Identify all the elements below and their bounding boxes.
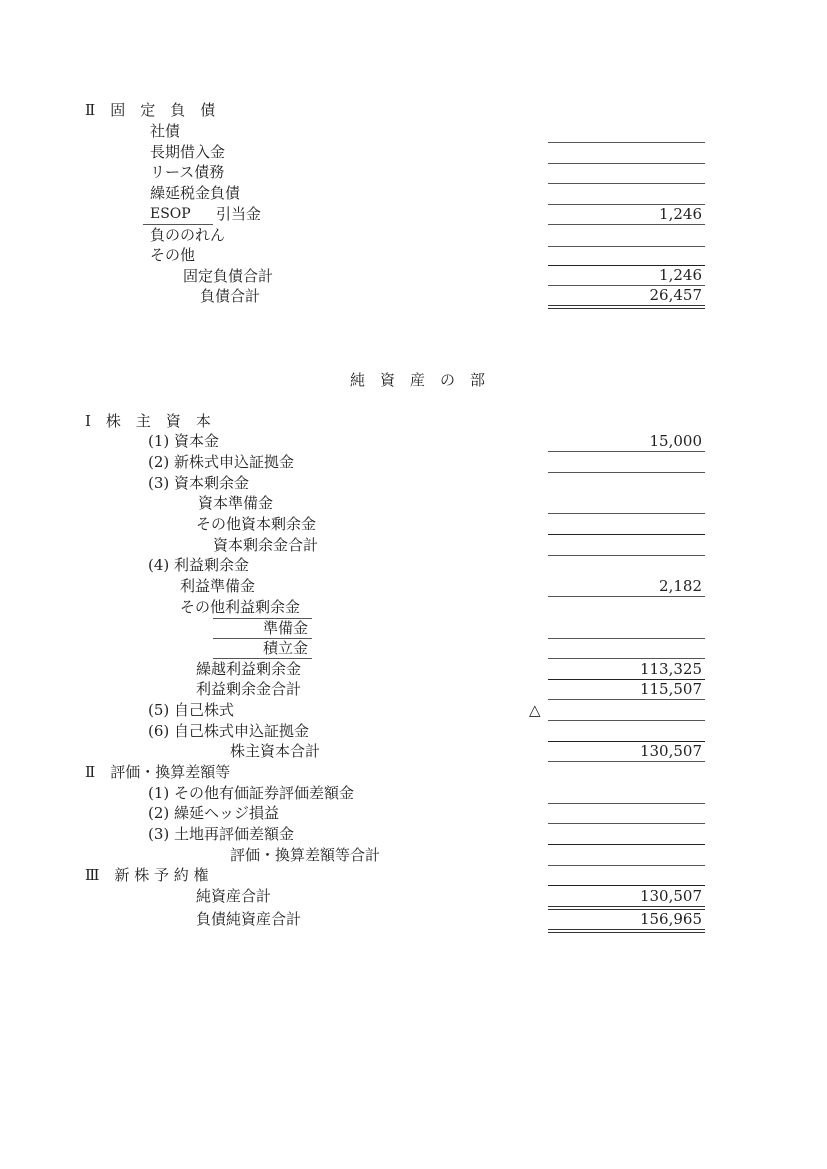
capital-stock-amount bbox=[548, 432, 705, 451]
esop-prefix: ESOP bbox=[150, 206, 191, 222]
retained-earnings-label: (4) 利益剰余金 bbox=[148, 556, 250, 574]
carried-forward-earnings-label: 繰越利益剰余金 bbox=[196, 660, 302, 678]
fixed-liabilities-title: Ⅱ 固 定 負 債 bbox=[85, 101, 216, 119]
capital-reserve-label: 資本準備金 bbox=[198, 494, 274, 512]
subscription-rights-label: Ⅲ 新 株 予 約 権 bbox=[85, 866, 209, 884]
valuation-total-label: 評価・換算差額等合計 bbox=[230, 846, 381, 864]
securities-valuation-label: (1) その他有価証券評価差額金 bbox=[148, 784, 355, 802]
other-capital-surplus-label: その他資本剰余金 bbox=[196, 515, 317, 533]
net-assets-total-value: 130,507 bbox=[639, 887, 702, 905]
treasury-deposit-label: (6) 自己株式申込証拠金 bbox=[148, 722, 310, 740]
legal-reserve-value: 2,182 bbox=[659, 577, 702, 595]
lease-obligations-label: リース債務 bbox=[150, 163, 225, 181]
retained-earnings-total-amount bbox=[548, 680, 705, 699]
net-assets-heading: 純 資 産 の 部 bbox=[350, 371, 486, 389]
shareholders-equity-total-value: 130,507 bbox=[639, 742, 702, 760]
shareholders-equity-title: Ⅰ 株 主 資 本 bbox=[85, 412, 211, 430]
capital-stock-value: 15,000 bbox=[649, 432, 702, 450]
accumulated-fund-label: 積立金 bbox=[263, 639, 309, 657]
land-revaluation-label: (3) 土地再評価差額金 bbox=[148, 825, 295, 843]
valuation-title: Ⅱ 評価・換算差額等 bbox=[85, 763, 231, 781]
deferred-hedge-label: (2) 繰延ヘッジ損益 bbox=[148, 804, 280, 822]
other-fixed-liabilities-amount bbox=[548, 246, 705, 265]
securities-valuation-amount bbox=[548, 784, 705, 803]
liabilities-net-assets-total-amount bbox=[548, 910, 705, 929]
reserve-fund-amount bbox=[548, 619, 705, 638]
retained-earnings-total-label: 利益剰余金合計 bbox=[196, 680, 302, 698]
deferred-hedge-amount bbox=[548, 804, 705, 823]
long-term-loans-label: 長期借入金 bbox=[150, 143, 226, 161]
long-term-loans-amount bbox=[548, 144, 705, 163]
other-retained-earnings-label: その他利益剰余金 bbox=[180, 598, 301, 616]
negative-goodwill-label: 負ののれん bbox=[150, 226, 226, 244]
negative-goodwill-amount bbox=[548, 227, 705, 246]
esop-provision-label: 引当金 bbox=[216, 205, 262, 223]
fixed-liabilities-total-amount bbox=[548, 266, 705, 285]
negative-marker-icon: △ bbox=[529, 701, 541, 719]
subscription-rights-amount bbox=[548, 866, 705, 885]
other-capital-surplus-amount bbox=[548, 515, 705, 534]
capital-stock-label: (1) 資本金 bbox=[148, 432, 220, 450]
treasury-deposit-amount bbox=[548, 722, 705, 741]
deferred-tax-liabilities-label: 繰延税金負債 bbox=[150, 184, 241, 202]
new-share-deposit-label: (2) 新株式申込証拠金 bbox=[148, 453, 295, 471]
reserve-fund-label: 準備金 bbox=[263, 619, 309, 637]
lease-obligations-amount bbox=[548, 164, 705, 183]
capital-surplus-total-amount bbox=[548, 536, 705, 555]
capital-surplus-label: (3) 資本剰余金 bbox=[148, 474, 250, 492]
fixed-liabilities-total-label: 固定負債合計 bbox=[183, 267, 274, 285]
other-fixed-liabilities-label: その他 bbox=[150, 246, 196, 264]
carried-forward-earnings-amount bbox=[548, 660, 705, 679]
shareholders-equity-total-label: 株主資本合計 bbox=[230, 742, 321, 760]
land-revaluation-amount bbox=[548, 825, 705, 844]
bonds-amount bbox=[548, 123, 705, 142]
esop-provision-amount bbox=[548, 205, 705, 224]
net-assets-total-amount bbox=[548, 887, 705, 906]
capital-surplus-total-label: 資本剰余金合計 bbox=[213, 536, 319, 554]
accumulated-fund-amount bbox=[548, 639, 705, 658]
legal-reserve-label: 利益準備金 bbox=[180, 577, 256, 595]
treasury-stock-amount bbox=[548, 701, 705, 720]
net-assets-total-label: 純資産合計 bbox=[196, 887, 272, 905]
esop-underline bbox=[143, 224, 213, 225]
valuation-total-amount bbox=[548, 846, 705, 865]
carried-forward-earnings-value: 113,325 bbox=[639, 660, 702, 678]
fixed-liabilities-total-value: 1,246 bbox=[659, 266, 702, 284]
accumulated-fund-underline bbox=[213, 658, 312, 659]
shareholders-equity-total-amount bbox=[548, 742, 705, 761]
retained-earnings-total-value: 115,507 bbox=[639, 680, 702, 698]
liabilities-total-label: 負債合計 bbox=[200, 287, 261, 305]
capital-reserve-amount bbox=[548, 494, 705, 513]
liabilities-total-value: 26,457 bbox=[649, 286, 702, 304]
deferred-tax-liabilities-amount bbox=[548, 185, 705, 204]
liabilities-net-assets-total-label: 負債純資産合計 bbox=[196, 910, 302, 928]
esop-provision-value: 1,246 bbox=[659, 205, 702, 223]
new-share-deposit-amount bbox=[548, 453, 705, 472]
treasury-stock-label: (5) 自己株式 bbox=[148, 701, 235, 719]
legal-reserve-amount bbox=[548, 577, 705, 596]
liabilities-net-assets-total-value: 156,965 bbox=[639, 910, 702, 928]
bonds-label: 社債 bbox=[150, 122, 181, 140]
liabilities-total-amount bbox=[548, 286, 705, 305]
